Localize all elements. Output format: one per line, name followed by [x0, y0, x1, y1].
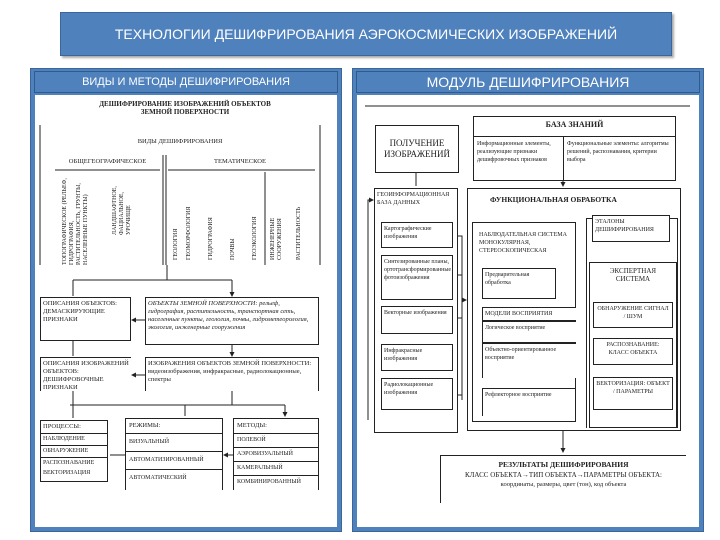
objects-box: ОБЪЕКТЫ ЗЕМНОЙ ПОВЕРХНОСТИ: рельеф, гидрография, растительность, транспортная сеть, населенные пункты, геология, почвы, гидрометеорология, экология, инженерные сооружения [145, 297, 319, 345]
detection-box: ОБНАРУЖЕНИЕ СИГНАЛ / ШУМ [593, 302, 673, 328]
object-descriptions-box: ОПИСАНИЯ ОБЪЕКТОВ: ДЕМАСКИРУЮЩИЕ ПРИЗНАКИ [40, 297, 131, 341]
knowledge-base-title: БАЗА ЗНАНИЙ [545, 120, 604, 129]
method-item: ПОЛЕВОЙ [234, 433, 318, 447]
expert-system-box: ЭКСПЕРТНАЯ СИСТЕМА [589, 262, 677, 428]
gis-title: ГЕОИНФОРМАЦИОННАЯ БАЗА ДАННЫХ [377, 192, 450, 206]
process-item: ОБНАРУЖЕНИЕ [41, 445, 107, 457]
thematic-item: РАСТИТЕЛЬНОСТЬ [296, 206, 302, 260]
thematic-item: ПОЧВЫ [230, 238, 236, 260]
process-item: НАБЛЮДЕНИЕ [41, 433, 107, 445]
thematic-heading: ТЕМАТИЧЕСКОЕ [214, 158, 266, 165]
image-acquisition-box: ПОЛУЧЕНИЕ ИЗОБРАЖЕНИЙ [375, 125, 459, 173]
kb-functional-elements: Функциональные элементы: алгоритмы решений, распознавания, критерии выбора [567, 141, 669, 163]
methods-box [233, 418, 319, 490]
vectorization-box: ВЕКТОРИЗАЦИЯ: ОБЪЕКТ / ПАРАМЕТРЫ [593, 377, 673, 410]
types-heading: ВИДЫ ДЕШИФРИРОВАНИЯ [137, 138, 223, 145]
modes-box [125, 418, 223, 490]
mode-item: АВТОМАТИЧЕСКИЙ [126, 469, 222, 487]
gis-item: Радиолокационные изображения [381, 378, 453, 410]
thematic-item: ГЕОМОРФОЛОГИЯ [186, 206, 192, 260]
perception-item: Объектно-ориентированное восприятие [482, 343, 576, 378]
thematic-item: ГЕОЛОГИЯ [173, 228, 179, 260]
general-item: ТОПОГРАФИЧЕСКОЕ (РЕЛЬЕФ, ГИДРОГРАФИЯ, РАСТИТЕЛЬНОСТЬ, ГРУНТЫ, НАСЕЛЕННЫЕ ПУНКТЫ) [62, 178, 89, 265]
process-item: ВЕКТОРИЗАЦИЯ [43, 470, 91, 476]
mode-item: ВИЗУАЛЬНЫЙ [126, 433, 222, 451]
perception-item: Рефлекторное восприятие [482, 388, 576, 416]
modes-title: РЕЖИМЫ: [129, 422, 161, 429]
methods-title: МЕТОДЫ: [237, 422, 267, 429]
processes-box [40, 420, 108, 482]
gis-item: Картографические изображения [381, 222, 453, 248]
slide-title: ТЕХНОЛОГИИ ДЕШИФРИРОВАНИЯ АЭРОКОСМИЧЕСКИХ ИЗОБРАЖЕНИЙ [60, 12, 672, 56]
results-params: координаты, размеры, цвет (тон), код объекта [500, 481, 627, 488]
general-heading: ОБЩЕГЕОГРАФИЧЕСКОЕ [68, 158, 147, 165]
perception-item: Логическое восприятие [482, 321, 576, 343]
left-heading: ДЕШИФРИРОВАНИЕ ИЗОБРАЖЕНИЙ ОБЪЕКТОВ ЗЕМНОЙ ПОВЕРХНОСТИ [99, 100, 271, 116]
kb-info-elements: Информационные элементы, реализующие признаки дешифровочных признаков [474, 137, 564, 180]
method-item: АЭРОВИЗУАЛЬНЫЙ [234, 447, 318, 461]
observation-system-box: НАБЛЮДАТЕЛЬНАЯ СИСТЕМА МОНОКУЛЯРНАЯ, СТЕРЕОСКОПИЧЕСКАЯ [472, 222, 576, 422]
thematic-item: ГИДРОГРАФИЯ [208, 217, 214, 260]
right-panel-header: МОДУЛЬ ДЕШИФРИРОВАНИЯ [356, 71, 700, 93]
knowledge-base-box [473, 116, 676, 181]
gis-item: Векторные изображения [381, 306, 453, 334]
method-item: КАМЕРАЛЬНЫЙ [234, 461, 318, 475]
general-item: ЛАНДШАФТНОЕ, ФАЦИАЛЬНОЕ, УРОЧИЩЕ [112, 186, 132, 235]
process-item: РАСПОЗНАВАНИЕ [41, 457, 107, 469]
image-descriptions-box: ОПИСАНИЯ ИЗОБРАЖЕНИЙ ОБЪЕКТОВ: ДЕШИФРОВОЧНЫЕ ПРИЗНАКИ [40, 357, 131, 391]
results-box [440, 455, 686, 503]
thematic-item: ИНЖЕНЕРНЫЕ СООРУЖЕНИЯ [270, 217, 283, 260]
mode-item: АВТОМАТИЗИРОВАННЫЙ [126, 451, 222, 469]
left-panel-header: ВИДЫ И МЕТОДЫ ДЕШИФРИРОВАНИЯ [34, 71, 338, 93]
processes-title: ПРОЦЕССЫ: [43, 423, 81, 430]
functional-processing-title: ФУНКЦИОНАЛЬНАЯ ОБРАБОТКА [490, 195, 617, 204]
preprocessing-box: Предварительная обработка [482, 268, 556, 299]
gis-item: Инфракрасные изображения [381, 344, 453, 371]
method-item: КОМБИНИРОВАННЫЙ [234, 475, 318, 489]
standards-box: ЭТАЛОНЫ ДЕШИФРИРОВАНИЯ [592, 215, 670, 242]
results-title: РЕЗУЛЬТАТЫ ДЕШИФРИРОВАНИЯ [498, 460, 629, 469]
thematic-item: ГЕОЭКОЛОГИЯ [252, 216, 258, 260]
gis-item: Синтезированные планы, ортотрансформированные фотоизображения [381, 255, 453, 300]
perception-models: МОДЕЛИ ВОСПРИЯТИЯ [482, 307, 576, 321]
images-box: ИЗОБРАЖЕНИЯ ОБЪЕКТОВ ЗЕМНОЙ ПОВЕРХНОСТИ: видеоизображения, инфракрасные, радиолокационные, спектры [145, 357, 319, 391]
results-chain: КЛАСС ОБЪЕКТА→ТИП ОБЪЕКТА→ПАРАМЕТРЫ ОБЪЕКТА: [464, 471, 662, 479]
recognition-box: РАСПОЗНАВАНИЕ: КЛАСС ОБЪЕКТА [593, 338, 673, 365]
